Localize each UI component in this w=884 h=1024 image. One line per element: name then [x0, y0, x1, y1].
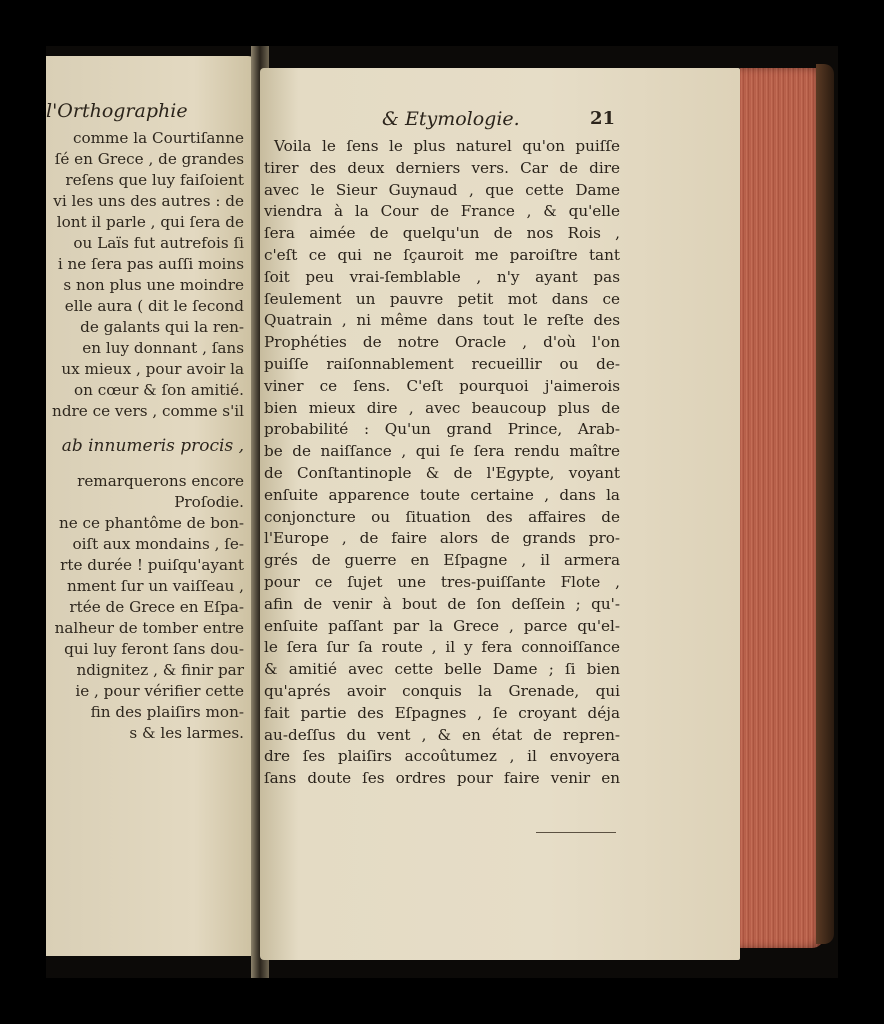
page-number: 21: [590, 108, 616, 129]
text-line: rtée de Grece en Eſpa-: [69, 598, 244, 616]
text-line: Voila le ſens le plus naturel qu'on puiſſe: [274, 137, 620, 155]
text-line: ſeulement un pauvre petit mot dans ce: [264, 289, 620, 308]
text-line: ſans doute ſes ordres pour faire venir en: [264, 769, 620, 788]
text-line: avec le Sieur Guynaud , que cette Dame: [264, 180, 620, 199]
text-line: comme la Courtiſanne: [72, 129, 244, 147]
text-line: [46, 422, 244, 436]
text-line: s & les larmes.: [129, 724, 244, 742]
left-page-header: l'Orthographie: [46, 100, 188, 122]
text-line: bien mieux dire , avec beaucoup plus de: [264, 398, 620, 417]
text-line: de galants qui la ren-: [80, 318, 244, 336]
text-line: fin des plaiſirs mon-: [90, 703, 244, 721]
text-line: [46, 457, 244, 471]
book-scan: [46, 46, 838, 978]
text-line: puiſſe raiſonnablement recueillir ou de-: [264, 354, 620, 373]
left-page-text: [46, 128, 244, 744]
text-line: viner ce ſens. C'eſt pourquoi j'aimerois: [264, 376, 620, 395]
text-line: lont il parle , qui ſera de: [56, 213, 244, 231]
text-line: fait partie des Eſpagnes , ſe croyant déja: [264, 703, 620, 722]
text-line: Prophéties de notre Oracle , d'où l'on: [264, 333, 620, 352]
text-line: tirer des deux derniers vers. Car de dire: [264, 158, 620, 177]
text-line: enſuite apparence toute certaine , dans la: [264, 485, 620, 504]
text-line: nalheur de tomber entre: [54, 619, 244, 637]
right-page: [260, 68, 740, 960]
text-line: ou Laïs fut autrefois ſi: [73, 234, 244, 252]
text-line: be de naiſſance , qui ſe ſera rendu maître: [264, 442, 620, 461]
text-line: viendra à la Cour de France , & qu'elle: [264, 202, 620, 221]
text-line: en luy donnant , ſans: [82, 339, 244, 357]
text-line: on cœur & ſon amitié.: [74, 381, 244, 399]
text-line: probabilité : Qu'un grand Prince, Arab-: [264, 420, 620, 439]
right-page-header: & Etymologie.: [382, 108, 520, 130]
right-page-text: [264, 136, 620, 790]
text-line: le ſera ſur ſa route , il y fera connoiſſance: [264, 638, 620, 657]
text-line: & amitié avec cette belle Dame ; ſi bien: [264, 660, 620, 679]
text-line: enſuite paſſant par la Grece , parce qu'el-: [264, 616, 620, 635]
text-line: pour ce ſujet une tres-puiſſante Flote ,: [264, 572, 620, 591]
text-line: au-deſſus du vent , & en état de repren-: [264, 725, 620, 744]
text-line: Quatrain , ni même dans tout le reſte des: [264, 311, 620, 330]
text-line: remarquerons encore: [77, 472, 244, 490]
text-line: ab innumeris procis ,: [61, 436, 244, 456]
text-line: rte durée ! puiſqu'ayant: [60, 556, 244, 574]
text-line: afin de venir à bout de ſon deſſein ; qu'-: [264, 594, 620, 613]
text-line: oiſt aux mondains , ſe-: [72, 535, 244, 553]
text-line: c'eſt ce qui ne ſçauroit me paroiſtre tant: [264, 245, 620, 264]
text-line: dre ſes plaiſirs accoûtumez , il envoyera: [264, 747, 620, 766]
text-line: ſoit peu vrai-ſemblable , n'y ayant pas: [264, 267, 620, 286]
text-line: ux mieux , pour avoir la: [61, 360, 244, 378]
book-cover-edge: [816, 64, 834, 944]
text-line: ndignitez , & finir par: [76, 661, 244, 679]
text-line: elle aura ( dit le ſecond: [64, 297, 244, 315]
left-page: [46, 56, 258, 956]
text-line: vi les uns des autres : de: [53, 192, 244, 210]
catchword-rule: [536, 832, 616, 833]
text-line: ndre ce vers , comme s'il: [52, 402, 244, 420]
text-line: conjoncture ou ſituation des affaires de: [264, 507, 620, 526]
text-line: ſera aimée de quelqu'un de nos Rois ,: [264, 224, 620, 243]
text-line: s non plus une moindre: [63, 276, 244, 294]
text-line: l'Europe , de faire alors de grands pro-: [264, 529, 620, 548]
text-line: reſens que luy faiſoient: [65, 171, 244, 189]
text-line: qu'aprés avoir conquis la Grenade, qui: [264, 681, 620, 700]
text-line: i ne ſera pas auſſi moins: [57, 255, 244, 273]
text-line: ſé en Grece , de grandes: [54, 150, 244, 168]
text-line: de Conſtantinople & de l'Egypte, voyant: [264, 463, 620, 482]
text-line: qui luy feront ſans dou-: [64, 640, 244, 658]
page-edges-red: [740, 68, 824, 948]
text-line: grés de guerre en Eſpagne , il armera: [264, 551, 620, 570]
text-line: ie , pour vérifier cette: [75, 682, 244, 700]
text-line: nment ſur un vaiſſeau ,: [67, 577, 244, 595]
text-line: Proſodie.: [174, 493, 244, 511]
text-line: ne ce phantôme de bon-: [58, 514, 244, 532]
